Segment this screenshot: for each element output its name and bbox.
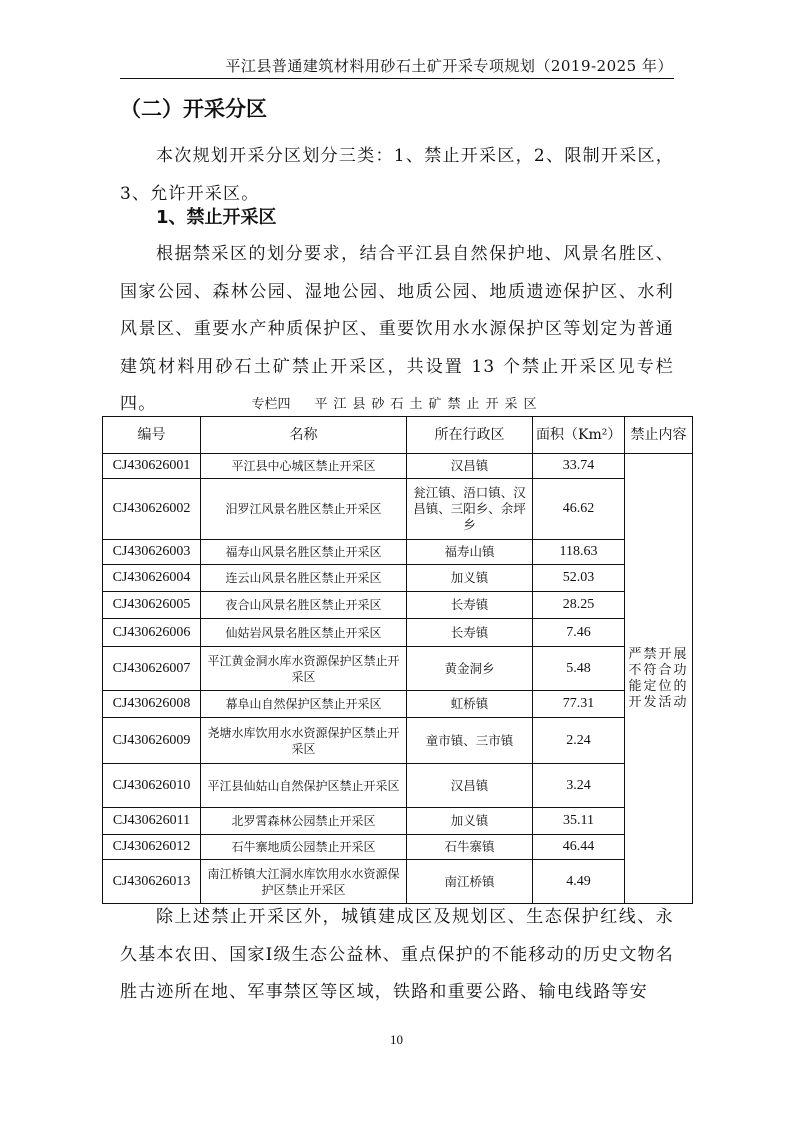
table-row <box>103 619 693 647</box>
zone-area: 5.48 <box>533 647 625 691</box>
table-header-row <box>103 417 693 454</box>
section-title: （二）开采分区 <box>120 97 267 121</box>
zone-code: CJ430626013 <box>103 860 201 904</box>
zone-name: 连云山风景名胜区禁止开采区 <box>201 565 407 592</box>
zone-area: 2.24 <box>533 718 625 764</box>
header-code: 编号 <box>103 417 201 454</box>
zone-district: 加义镇 <box>407 808 533 835</box>
zone-name: 平江黄金洞水库水资源保护区禁止开采区 <box>201 647 407 691</box>
zone-code: CJ430626009 <box>103 718 201 764</box>
zone-district: 虹桥镇 <box>407 691 533 718</box>
zone-code: CJ430626006 <box>103 619 201 647</box>
zone-name: 幕阜山自然保护区禁止开采区 <box>201 691 407 718</box>
table-row <box>103 592 693 619</box>
zone-area: 46.62 <box>533 479 625 540</box>
zone-district: 童市镇、三市镇 <box>407 718 533 764</box>
zone-district: 瓮江镇、浯口镇、汉昌镇、三阳乡、余坪乡 <box>407 479 533 540</box>
zone-district: 南江桥镇 <box>407 860 533 904</box>
header-content: 禁止内容 <box>625 417 693 454</box>
zone-code: CJ430626005 <box>103 592 201 619</box>
prohibited-zone-paragraph: 根据禁采区的划分要求，结合平江县自然保护地、风景名胜区、国家公园、森林公园、湿地公园、地质公园、地质遗迹保护区、水利风景区、重要水产种质保护区、重要饮用水水源保护区等划定为普通建筑材料用砂石土矿禁止开采区，共设置 13 个禁止开采区见专栏四。 <box>120 244 674 414</box>
zone-district: 加义镇 <box>407 565 533 592</box>
zone-area: 77.31 <box>533 691 625 718</box>
closing-paragraph: 除上述禁止开采区外，城镇建成区及规划区、生态保护红线、永久基本农田、国家Ⅰ级生态公益林、重点保护的不能移动的历史文物名胜古迹所在地、军事禁区等区域，铁路和重要公路、输电线路等安 <box>120 907 674 1002</box>
table-row <box>103 835 693 860</box>
zone-district: 汉昌镇 <box>407 454 533 479</box>
zone-area: 46.44 <box>533 835 625 860</box>
zone-name: 仙姑岩风景名胜区禁止开采区 <box>201 619 407 647</box>
header-area: 面积（Km²） <box>533 417 625 454</box>
zone-code: CJ430626008 <box>103 691 201 718</box>
table-caption-title: 平江县砂石土矿禁止开采区 <box>314 397 543 412</box>
header-name: 名称 <box>201 417 407 454</box>
zone-area: 3.24 <box>533 764 625 808</box>
header-divider <box>120 78 674 79</box>
zone-area: 4.49 <box>533 860 625 904</box>
zone-name: 平江县仙姑山自然保护区禁止开采区 <box>201 764 407 808</box>
subsection-title: 1、禁止开采区 <box>156 207 277 228</box>
zone-code: CJ430626004 <box>103 565 201 592</box>
table-row <box>103 647 693 691</box>
page-number: 10 <box>390 1032 403 1047</box>
zone-name: 平江县中心城区禁止开采区 <box>201 454 407 479</box>
zone-district: 福寿山镇 <box>407 540 533 565</box>
zone-area: 28.25 <box>533 592 625 619</box>
zone-district: 汉昌镇 <box>407 764 533 808</box>
zone-area: 7.46 <box>533 619 625 647</box>
zone-area: 35.11 <box>533 808 625 835</box>
table-row <box>103 540 693 565</box>
zone-district: 黄金洞乡 <box>407 647 533 691</box>
table-caption-label: 专栏四 <box>251 397 291 412</box>
table-row <box>103 454 693 479</box>
zone-code: CJ430626010 <box>103 764 201 808</box>
zone-area: 118.63 <box>533 540 625 565</box>
table-row <box>103 808 693 835</box>
table-row <box>103 565 693 592</box>
table-row <box>103 764 693 808</box>
table-row <box>103 718 693 764</box>
zone-name: 南江桥镇大江洞水库饮用水水资源保护区禁止开采区 <box>201 860 407 904</box>
zone-code: CJ430626011 <box>103 808 201 835</box>
zone-district: 长寿镇 <box>407 592 533 619</box>
table-row <box>103 860 693 904</box>
zone-name: 福寿山风景名胜区禁止开采区 <box>201 540 407 565</box>
running-header: 平江县普通建筑材料用砂石土矿开采专项规划（2019-2025 年） <box>225 57 673 75</box>
header-district: 所在行政区 <box>407 417 533 454</box>
zone-area: 52.03 <box>533 565 625 592</box>
table-row <box>103 691 693 718</box>
zone-code: CJ430626003 <box>103 540 201 565</box>
table-row <box>103 479 693 540</box>
zone-name: 汨罗江风景名胜区禁止开采区 <box>201 479 407 540</box>
zone-district: 石牛寨镇 <box>407 835 533 860</box>
prohibited-content: 严禁开展不符合功能定位的开发活动 <box>625 454 693 904</box>
zone-code: CJ430626002 <box>103 479 201 540</box>
zone-code: CJ430626007 <box>103 647 201 691</box>
zone-name: 尧塘水库饮用水水资源保护区禁止开采区 <box>201 718 407 764</box>
zone-district: 长寿镇 <box>407 619 533 647</box>
prohibited-zone-table <box>102 416 693 904</box>
zone-name: 石牛寨地质公园禁止开采区 <box>201 835 407 860</box>
zone-area: 33.74 <box>533 454 625 479</box>
zone-code: CJ430626001 <box>103 454 201 479</box>
zone-name: 夜合山风景名胜区禁止开采区 <box>201 592 407 619</box>
zone-code: CJ430626012 <box>103 835 201 860</box>
table-caption <box>120 396 674 414</box>
zone-name: 北罗霄森林公园禁止开采区 <box>201 808 407 835</box>
intro-paragraph: 本次规划开采分区划分三类：1、禁止开采区，2、限制开采区，3、允许开采区。 <box>120 146 674 204</box>
